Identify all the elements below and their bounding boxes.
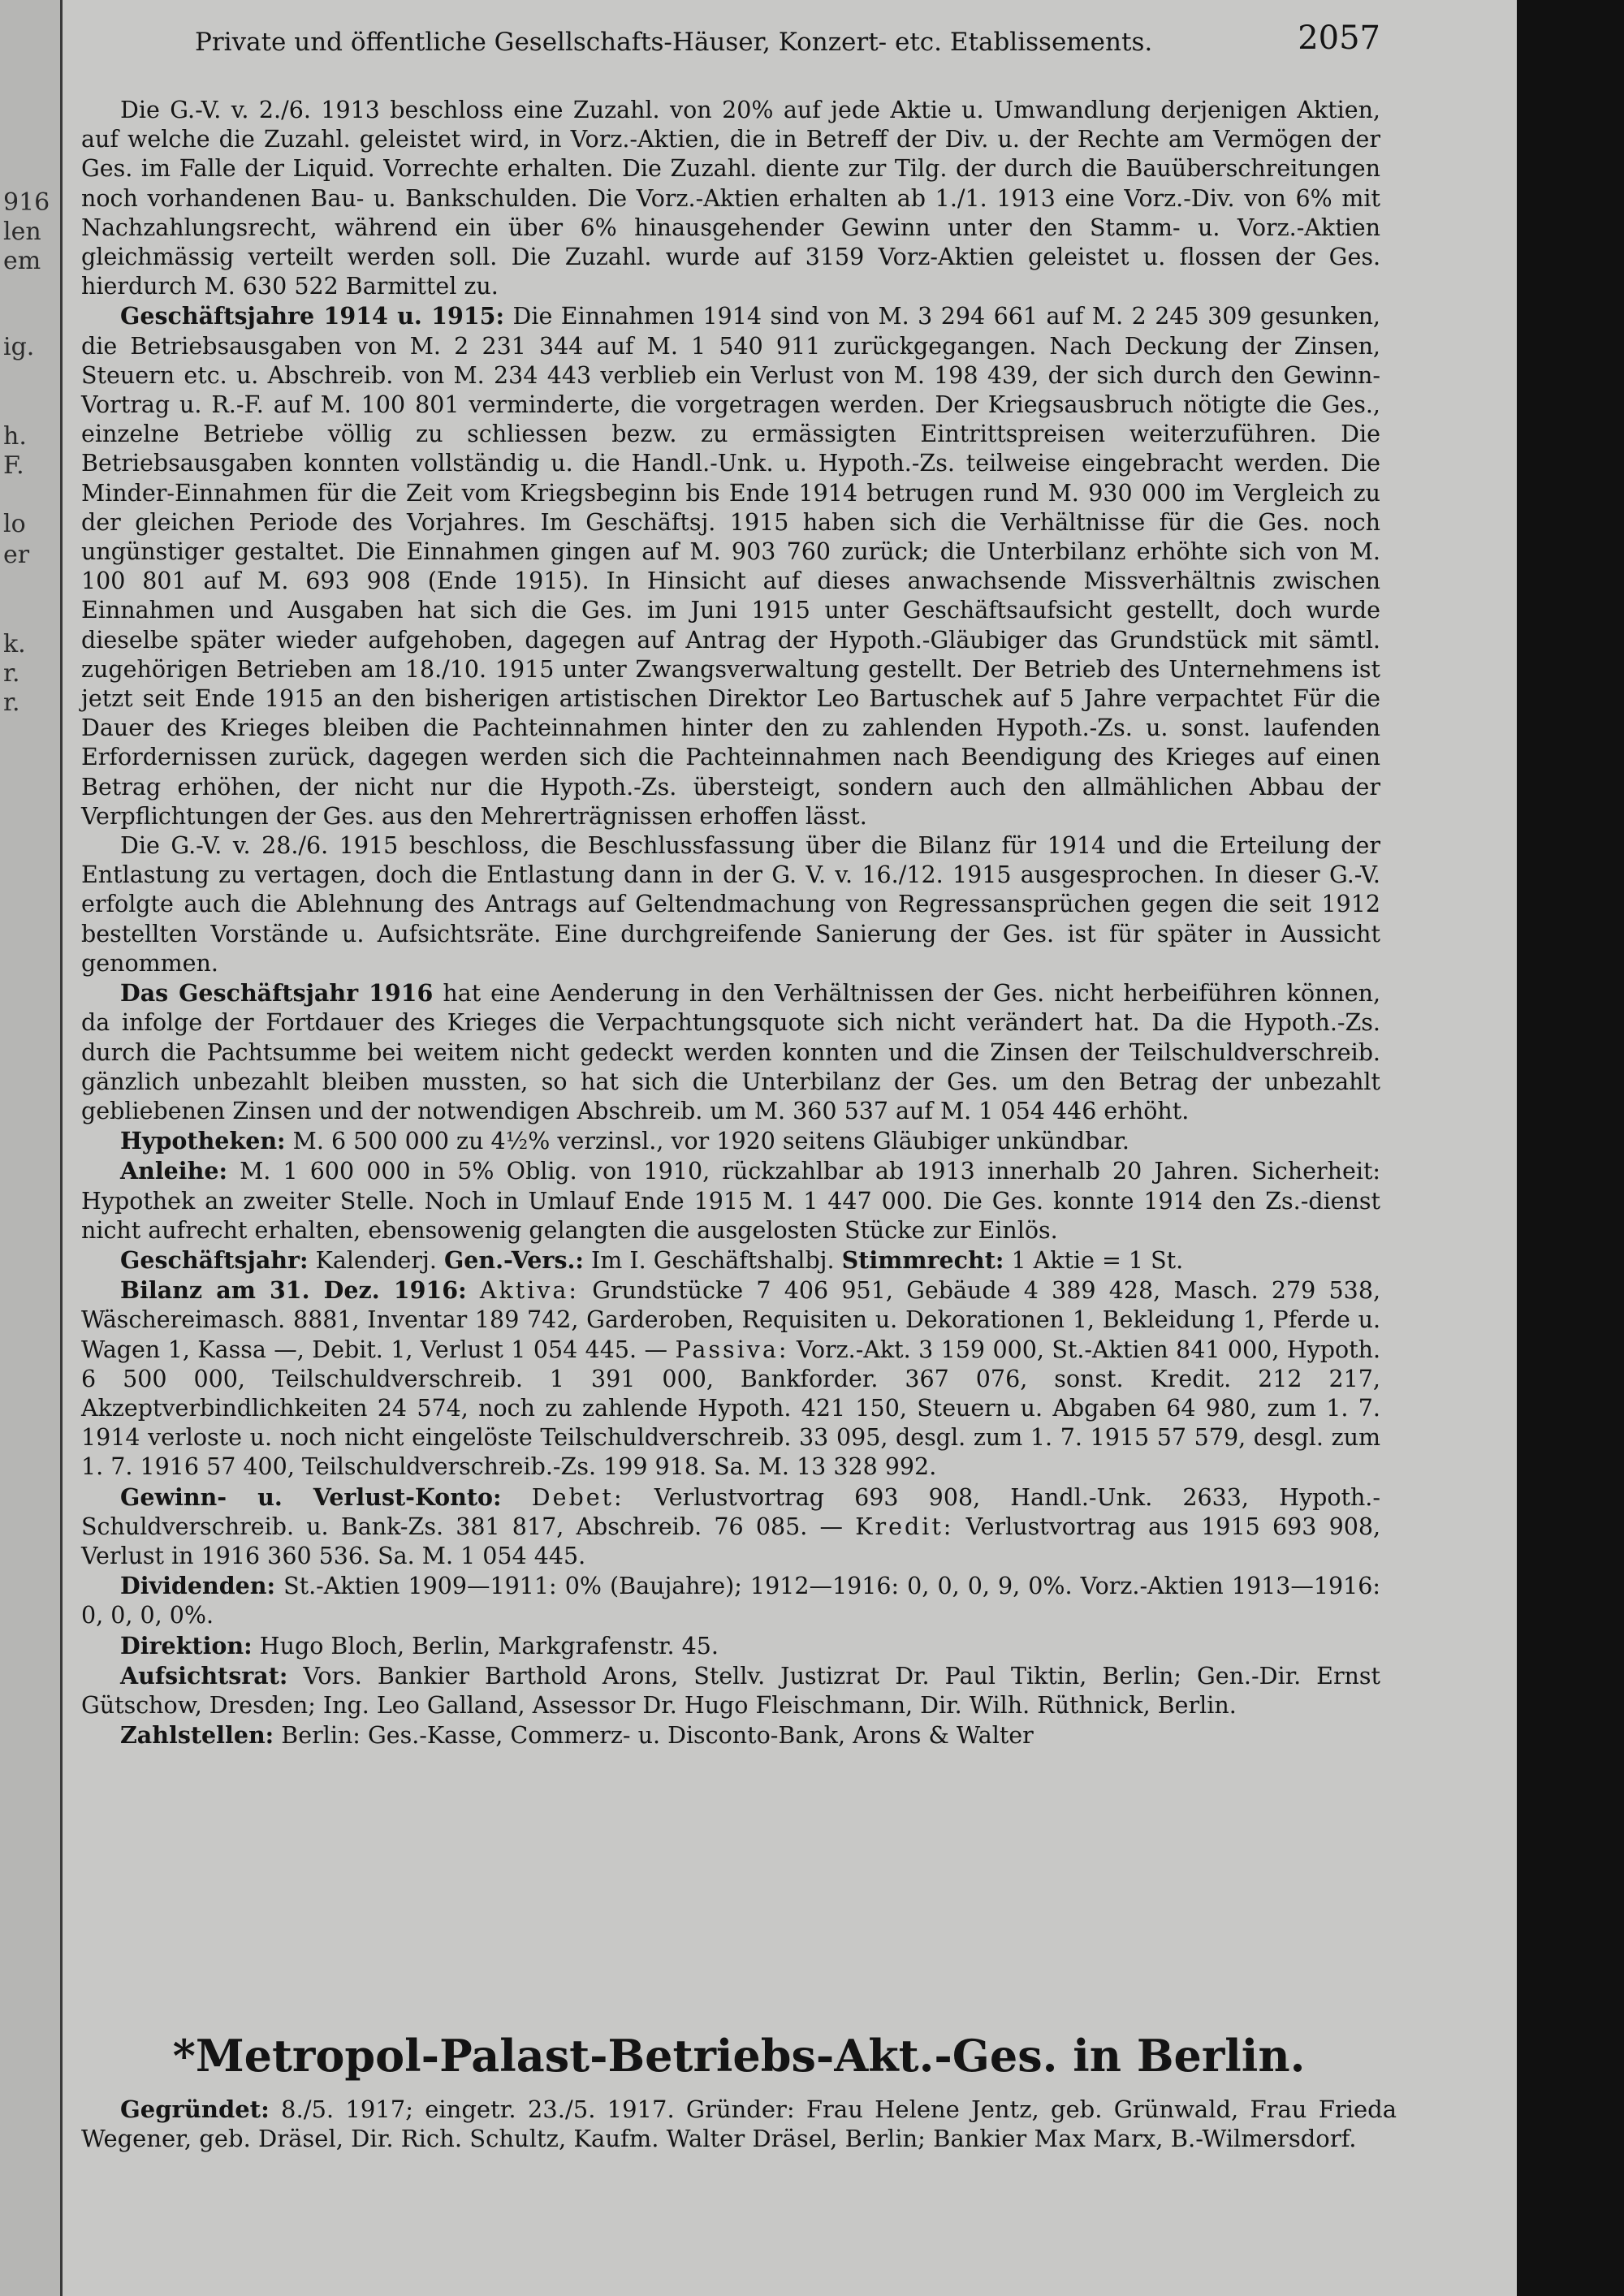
paragraph-capital-increase [81,96,1380,301]
paragraph-dividends [81,1571,1380,1630]
margin-fragment: F. [3,451,24,480]
section-label: Aufsichtsrat: [120,1661,288,1690]
page-header [97,19,1380,68]
margin-fragment: h. [3,422,27,451]
paragraph-loan [81,1156,1380,1245]
paragraph-paying-agents [81,1720,1380,1750]
paragraph-management [81,1631,1380,1661]
section-label: Bilanz am 31. Dez. 1916: [120,1276,467,1305]
section-label: Stimmrecht: [841,1245,1004,1274]
section-label: Geschäftsjahre 1914 u. 1915: [120,302,505,330]
running-title: Private und öffentliche Gesellschafts-Häuser, Konzert- etc. Etablissements. [195,28,1153,57]
paragraph-text: M. 6 500 000 zu 4½% verzinsl., vor 1920 seitens Gläubiger unkündbar. [292,1128,1129,1155]
paragraph-profit-loss [81,1482,1380,1572]
paragraph-text: Kalenderj. [315,1246,437,1274]
margin-fragment: em [3,247,41,275]
paragraph-text: Vors. Bankier Barthold Arons, Stellv. Justizrat Dr. Paul Tiktin, Berlin; Gen.-Dir. Ernst Gütschow, Dresden; Ing. Leo Galland, Assessor Dr. Hugo Fleischmann, Dir. Wilh. Rüthnick, Berlin. [81,1662,1380,1719]
section-label: Hypotheken: [120,1127,286,1155]
paragraph-balance-sheet [81,1275,1380,1482]
paragraph-text: 8./5. 1917; eingetr. 23./5. 1917. Gründer: Frau Helene Jentz, geb. Grünwald, Frau Frieda Wegener, geb. Dräsel, Dir. Rich. Schultz, Kaufm. Walter Dräsel, Berlin; Bankier Max Marx, B.-Wilmersdorf. [81,2095,1397,2152]
paragraph-text: Verlustvortrag 693 908, Handl.-Unk. 2633, Hypoth.-Schuldverschreib. u. Bank-Zs. 381 817, Abschreib. 76 085. — [81,1483,1380,1540]
subsection-label: Aktiva: [479,1277,579,1305]
company-title: *Metropol-Palast-Betriebs-Akt.-Ges. in Berlin. [172,2030,1306,2082]
paragraph-founded [81,2095,1397,2153]
paragraph-text: 1 Aktie = 1 St. [1011,1246,1184,1274]
paragraph-text: Hugo Bloch, Berlin, Markgrafenstr. 45. [259,1632,719,1659]
company-entry [81,2030,1397,2153]
paragraph-fiscal-1914-1915 [81,301,1380,831]
section-label: Dividenden: [120,1572,276,1600]
paragraph-text: Im I. Geschäftshalbj. [591,1246,835,1274]
margin-fragment: r. [3,659,20,688]
paragraph-text: Die G.-V. v. 2./6. 1913 beschloss eine Zuzahl. von 20% auf jede Aktie u. Umwandlung derjenigen Aktien, auf welche die Zuzahl. geleistet wird, in Vorz.-Aktien, die in Betreff der Div. u. der Rechte am Vermögen der Ges. im Falle der Liquid. Vorrechte erhalten. Die Zuzahl. diente zur Tilg. der durch die Bauüberschreitungen noch vorhandenen Bau- u. Bankschulden. Die Vorz.-Aktien erhalten ab 1./1. 1913 eine Vorz.-Div. von 6% mit Nachzahlungsrecht, während ein über 6% hinausgehender Gewinn unter den Stamm- u. Vorz.-Aktien gleichmässig verteilt werden soll. Die Zuzahl. wurde auf 3159 Vorz-Aktien geleistet u. flossen der Ges. hierdurch M. 630 522 Barmittel zu. [81,97,1380,300]
section-label: Gen.-Vers.: [443,1245,584,1274]
paragraph-supervisory-board [81,1661,1380,1720]
margin-fragment: 916 [3,188,50,217]
section-label: Gewinn- u. Verlust-Konto: [120,1482,502,1511]
paragraph-text: Verlustvortrag aus 1915 693 908, Verlust in 1916 360 536. Sa. M. 1 054 445. [81,1513,1381,1569]
paragraph-fiscal-1916 [81,978,1380,1126]
subsection-label: Debet: [531,1483,624,1511]
margin-fragment: er [3,541,30,569]
page-number: 2057 [1298,19,1380,57]
scan-background-edge [1517,0,1624,2296]
subsection-label: Passiva: [675,1336,789,1363]
paragraph-text: St.-Aktien 1909—1911: 0% (Baujahre); 1912—1916: 0, 0, 0, 9, 0%. Vorz.-Aktien 1913—1916: 0, 0, 0, 0%. [81,1573,1380,1629]
margin-fragment: ig. [3,333,35,361]
paragraph-text: Die G.-V. v. 28./6. 1915 beschloss, die Beschlussfassung über die Bilanz für 1914 und die Erteilung der Entlastung zu vertagen, doch die Entlastung dann in der G. V. v. 16./12. 1915 ausgesprochen. In dieser G.-V. erfolgte auch die Ablehnung des Antrags auf Geltendmachung von Regressansprüchen gegen die seit 1912 bestellten Vorstände u. Aufsichtsräte. Eine durchgreifende Sanierung der Ges. ist für später in Aussicht genommen. [81,832,1380,977]
section-label: Anleihe: [120,1157,227,1185]
paragraph-mortgages [81,1126,1380,1156]
margin-fragment: r. [3,688,20,717]
margin-fragment: len [3,218,41,246]
subsection-label: Kredit: [855,1513,954,1540]
paragraph-fiscal-year [81,1245,1380,1275]
paragraph-text: Grundstücke 7 406 951, Gebäude 4 389 428, Masch. 279 538, Wäschereimasch. 8881, Inventar 189 742, Garderoben, Requisiten u. Dekorationen 1, Bekleidung 1, Pferde u. Wagen 1, Kassa —, Debit. 1, Verlust 1 054 445. — [81,1277,1381,1363]
paragraph-general-meeting [81,831,1380,978]
paragraph-text: Vorz.-Akt. 3 159 000, St.-Aktien 841 000, Hypoth. 6 500 000, Teilschuldverschreib. 1 391 000, Bankforder. 367 076, sonst. Kredit. 212 217, Akzeptverbindlichkeiten 24 574, noch zu zahlende Hypoth. 421 150, Steuern u. Abgaben 64 980, zum 1. 7. 1914 verloste u. noch nicht eingelöste Teilschuldverschreib. 33 095, desgl. zum 1. 7. 1915 57 579, desgl. zum 1. 7. 1916 57 400, Teilschuldverschreib.-Zs. 199 918. Sa. M. 13 328 992. [81,1336,1381,1481]
margin-fragment: lo [3,510,26,538]
section-label: Zahlstellen: [120,1721,274,1750]
paragraph-text: hat eine Aenderung in den Verhältnissen der Ges. nicht herbeiführen können, da infolge der Fortdauer des Krieges die Verpachtungsquote sich nicht verändert hat. Da die Hypoth.-Zs. durch die Pachtsumme bei weitem nicht gedeckt werden konnten und die Zinsen der Teilschuldverschreib. gänzlich unbezahlt bleiben mussten, so hat sich die Unterbilanz der Ges. um den Betrag der unbezahlt gebliebenen Zinsen und der notwendigen Abschreib. um M. 360 537 auf M. 1 054 446 erhöht. [81,980,1381,1124]
article-body [81,96,1380,1750]
section-label: Das Geschäftsjahr 1916 [120,979,434,1008]
section-label: Geschäftsjahr: [120,1245,309,1274]
margin-fragment: k. [3,630,26,658]
section-label: Direktion: [120,1631,253,1659]
paragraph-text: M. 1 600 000 in 5% Oblig. von 1910, rückzahlbar ab 1913 innerhalb 20 Jahren. Sicherheit: Hypothek an zweiter Stelle. Noch in Umlauf Ende 1915 M. 1 447 000. Die Ges. konnte 1914 den Zs.-dienst nicht aufrecht erhalten, ebensowenig gelangten die ausgelosten Stücke zur Einlös. [81,1158,1380,1244]
paragraph-text: Berlin: Ges.-Kasse, Commerz- u. Disconto-Bank, Arons & Walter [281,1722,1034,1750]
paragraph-text: Die Einnahmen 1914 sind von M. 3 294 661 auf M. 2 245 309 gesunken, die Betriebsausgaben von M. 2 231 344 auf M. 1 540 911 zurückgegangen. Nach Deckung der Zinsen, Steuern etc. u. Abschreib. von M. 234 443 verblieb ein Verlust von M. 198 439, der sich durch den Gewinn-Vortrag u. R.-F. auf M. 100 801 verminderte, die vorgetragen werden. Der Kriegsausbruch nötigte die Ges., einzelne Betriebe völlig zu schliessen bezw. zu ermässigten Eintrittspreisen weiterzuführen. Die Betriebsausgaben konnten vollständig u. die Handl.-Unk. u. Hypoth.-Zs. teilweise eingebracht werden. Die Minder-Einnahmen für die Zeit vom Kriegsbeginn bis Ende 1914 betrugen rund M. 930 000 im Vergleich zu der gleichen Periode des Vorjahres. Im Geschäftsj. 1915 haben sich die Verhältnisse für die Ges. noch ungünstiger gestaltet. Die Einnahmen gingen auf M. 903 760 zurück; die Unterbilanz erhöhte sich von M. 100 801 auf M. 693 908 (Ende 1915). In Hinsicht auf dieses anwachsende Missverhältnis zwischen Einnahmen und Ausgaben hat sich die Ges. im Juni 1915 unter Geschäftsaufsicht gestellt, doch wurde dieselbe später wieder aufgehoben, dagegen auf Antrag der Hypoth.-Gläubiger das Grundstück mit sämtl. zugehörigen Betrieben am 18./10. 1915 unter Zwangsverwaltung gestellt. Der Betrieb des Unternehmens ist jetzt seit Ende 1915 an den bisherigen artistischen Direktor Leo Bartuschek auf 5 Jahre verpachtet Für die Dauer des Krieges bleiben die Pachteinnahmen hinter den zu zahlenden Hypoth.-Zs. u. sonst. laufenden Erfordernissen zurück, dagegen werden sich die Pachteinnahmen nach Beendigung des Krieges auf einen Betrag erhöhen, der nicht nur die Hypoth.-Zs. übersteigt, sondern auch den allmählichen Abbau der Verpflichtungen der Ges. aus den Mehrerträgnissen erhoffen lässt. [81,303,1380,830]
section-label: Gegründet: [120,2095,270,2123]
previous-page-edge [0,0,63,2296]
